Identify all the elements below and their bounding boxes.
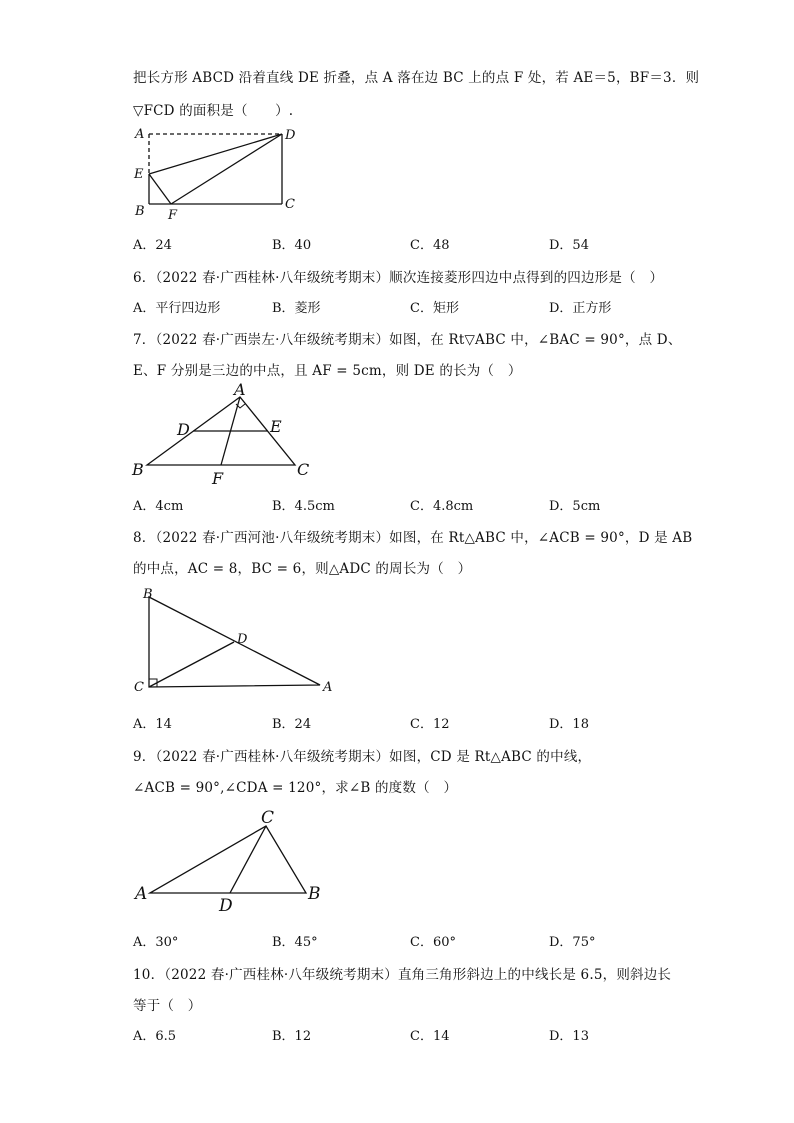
q9-label-B: B bbox=[308, 884, 321, 904]
q9-text-line2: ∠ACB = 90°,∠CDA = 120°，求∠B 的度数（ ） bbox=[133, 780, 458, 796]
q8-text-line1: 8．（2022 春·广西河池·八年级统考期末）如图，在 Rt△ABC 中，∠ACB = 90°，D 是 AB bbox=[133, 530, 693, 546]
q8-label-C: C bbox=[134, 680, 144, 695]
q7-option-b[interactable]: B．4.5cm bbox=[272, 499, 335, 514]
q10-text-line2: 等于（ ） bbox=[133, 998, 202, 1014]
q7-label-F: F bbox=[212, 469, 224, 488]
q7-text-line1: 7．（2022 春·广西崇左·八年级统考期末）如图，在 Rt▽ABC 中，∠BAC = 90°，点 D、 bbox=[133, 332, 682, 348]
q10-option-c[interactable]: C．14 bbox=[410, 1029, 450, 1044]
q7-option-a[interactable]: A．4cm bbox=[133, 499, 184, 514]
q10-option-a[interactable]: A．6.5 bbox=[133, 1029, 177, 1044]
q5-text-line1: 把长方形 ABCD 沿着直线 DE 折叠，点 A 落在边 BC 上的点 F 处，若 AE＝5，BF＝3．则 bbox=[133, 70, 700, 86]
q8-label-A: A bbox=[323, 680, 333, 695]
q7-figure-right-triangle-midpoints bbox=[130, 380, 320, 490]
q9-label-D: D bbox=[219, 896, 233, 916]
q7-text-line2: E、F 分别是三边的中点，且 AF = 5cm，则 DE 的长为（ ） bbox=[133, 363, 522, 379]
q5-option-b[interactable]: B．40 bbox=[272, 238, 312, 253]
q5-label-E: E bbox=[134, 167, 144, 182]
q5-option-c[interactable]: C．48 bbox=[410, 238, 450, 253]
q6-text-line1: 6．（2022 春·广西桂林·八年级统考期末）顺次连接菱形四边中点得到的四边形是（ ） bbox=[133, 270, 664, 286]
q8-label-D: D bbox=[237, 632, 248, 647]
q5-label-F: F bbox=[168, 208, 178, 223]
q9-option-d[interactable]: D．75° bbox=[549, 935, 596, 950]
q8-option-a[interactable]: A．14 bbox=[133, 717, 172, 732]
q7-option-c[interactable]: C．4.8cm bbox=[410, 499, 474, 514]
q9-option-a[interactable]: A．30° bbox=[133, 935, 179, 950]
q5-option-d[interactable]: D．54 bbox=[549, 238, 589, 253]
q7-label-B: B bbox=[132, 460, 144, 479]
q5-label-D: D bbox=[285, 128, 296, 143]
q10-text-line1: 10．（2022 春·广西桂林·八年级统考期末）直角三角形斜边上的中线长是 6.5，则斜边长 bbox=[133, 967, 672, 983]
q9-text-line1: 9．（2022 春·广西桂林·八年级统考期末）如图，CD 是 Rt△ABC 的中线， bbox=[133, 749, 592, 765]
q8-text-line2: 的中点，AC = 8，BC = 6，则△ADC 的周长为（ ） bbox=[133, 561, 472, 577]
q9-label-A: A bbox=[135, 884, 148, 904]
q7-label-E: E bbox=[270, 417, 282, 436]
q6-option-c[interactable]: C．矩形 bbox=[410, 301, 459, 316]
q5-option-a[interactable]: A．24 bbox=[133, 238, 172, 253]
q6-option-d[interactable]: D．正方形 bbox=[549, 301, 612, 316]
q10-option-d[interactable]: D．13 bbox=[549, 1029, 589, 1044]
q8-figure-right-triangle-median bbox=[130, 583, 340, 698]
q9-option-b[interactable]: B．45° bbox=[272, 935, 318, 950]
q5-text-line2: ▽FCD 的面积是（ ）. bbox=[133, 103, 294, 119]
q5-label-C: C bbox=[285, 197, 295, 212]
q7-option-d[interactable]: D．5cm bbox=[549, 499, 601, 514]
q7-label-A: A bbox=[234, 380, 246, 399]
q6-option-a[interactable]: A．平行四边形 bbox=[133, 301, 221, 316]
q5-label-A: A bbox=[135, 127, 145, 142]
q5-label-B: B bbox=[135, 204, 145, 219]
q5-figure-folded-rectangle bbox=[130, 122, 300, 222]
q8-option-b[interactable]: B．24 bbox=[272, 717, 312, 732]
q8-option-d[interactable]: D．18 bbox=[549, 717, 589, 732]
q9-label-C: C bbox=[261, 808, 275, 828]
q9-figure-triangle-median bbox=[130, 802, 340, 917]
q7-label-D: D bbox=[177, 420, 190, 439]
q6-option-b[interactable]: B．菱形 bbox=[272, 301, 321, 316]
q7-label-C: C bbox=[297, 460, 310, 479]
q9-option-c[interactable]: C．60° bbox=[410, 935, 456, 950]
q8-option-c[interactable]: C．12 bbox=[410, 717, 450, 732]
q10-option-b[interactable]: B．12 bbox=[272, 1029, 312, 1044]
q8-label-B: B bbox=[143, 587, 153, 602]
